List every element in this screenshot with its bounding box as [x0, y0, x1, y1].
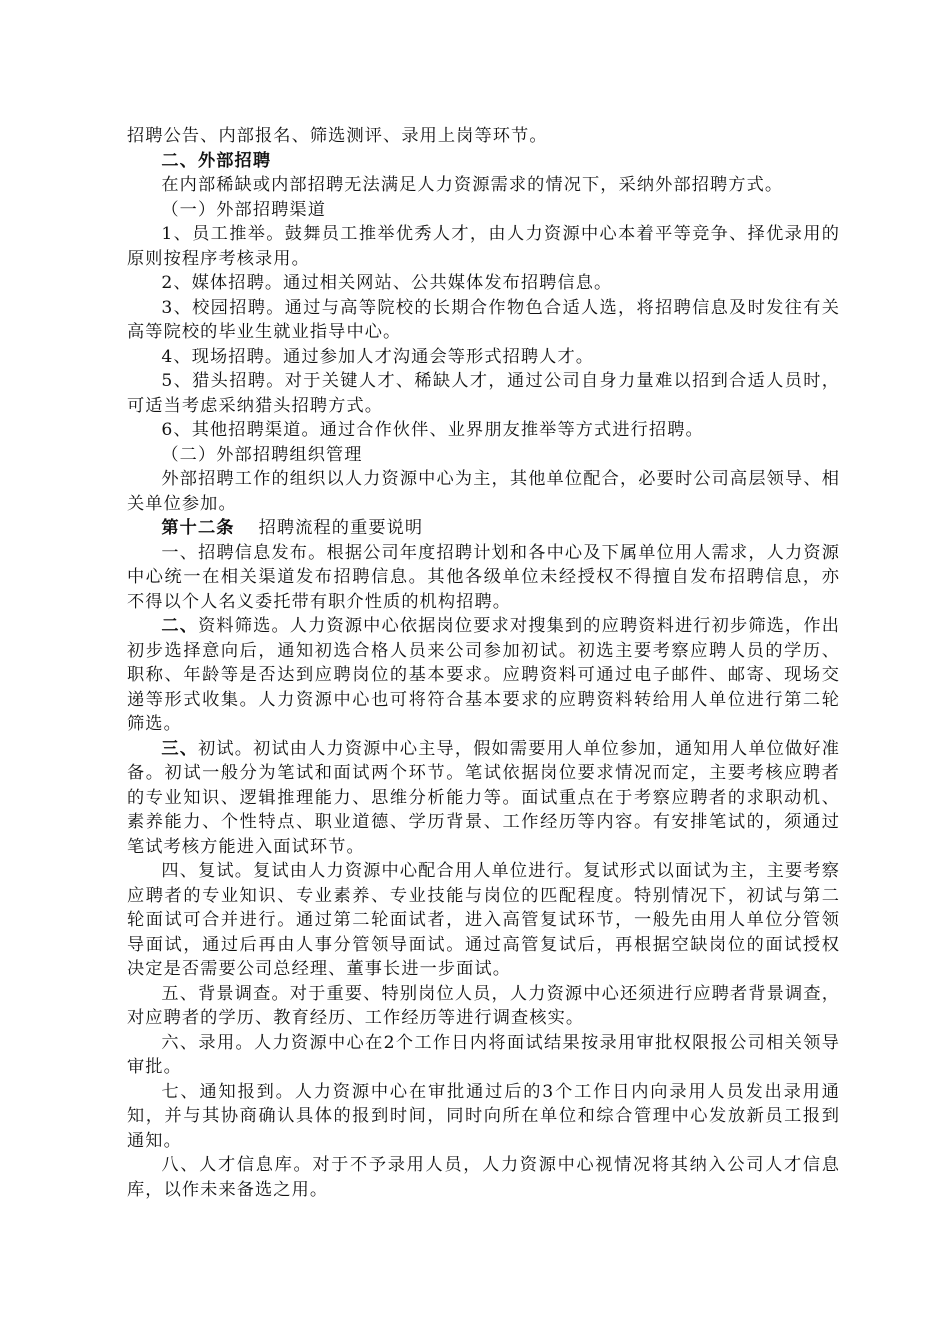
step-notification: 七、通知报到。人力资源中心在审批通过后的3个工作日内向录用人员发出录用通知，并与其协商确认具体的报到时间，同时向所在单位和综合管理中心发放新员工报到通知。	[127, 1081, 840, 1151]
paragraph-organization: 外部招聘工作的组织以人力资源中心为主，其他单位配合，必要时公司高层领导、相关单位参加。	[127, 469, 840, 514]
step-background-check: 五、背景调查。对于重要、特别岗位人员，人力资源中心还须进行应聘者背景调查，对应聘者的学历、教育经历、工作经历等进行调查核实。	[127, 983, 840, 1028]
step-screening-text: 资料筛选。人力资源中心依据岗位要求对搜集到的应聘资料进行初步筛选，作出初步选择意向后，通知初选合格人员来公司参加初试。初选主要考察应聘人员的学历、职称、年龄等是否达到应聘岗位的基本要求。应聘资料可通过电子邮件、邮寄、现场交递等形式收集。人力资源中心也可将符合基本要求的应聘资料转给用人单位进行第二轮筛选。	[127, 616, 840, 734]
article-title: 招聘流程的重要说明	[258, 518, 424, 538]
section-heading-external-recruitment: 二、外部招聘	[161, 150, 272, 171]
step-first-interview-number: 三、	[161, 738, 199, 759]
step-screening-number: 二、	[161, 616, 199, 636]
paragraph-external-intro: 在内部稀缺或内部招聘无法满足人力资源需求的情况下，采纳外部招聘方式。	[161, 175, 784, 195]
list-item-employee-referral: 1、员工推举。鼓舞员工推举优秀人才，由人力资源中心本着平等竞争、择优录用的原则按程序考核录用。	[127, 224, 840, 269]
step-info-release: 一、招聘信息发布。根据公司年度招聘计划和各中心及下属单位用人需求，人力资源中心统一在相关渠道发布招聘信息。其他各级单位未经授权不得擅自发布招聘信息，亦不得以个人名义委托带有职介性质的机构招聘。	[127, 542, 840, 612]
list-item-other-channels: 6、其他招聘渠道。通过合作伙伴、业界朋友推举等方式进行招聘。	[161, 420, 704, 440]
step-first-interview	[127, 737, 840, 860]
list-item-campus: 3、校园招聘。通过与高等院校的长期合作物色合适人选，将招聘信息及时发往有关高等院校的毕业生就业指导中心。	[127, 297, 840, 342]
list-item-headhunter: 5、猎头招聘。对于关键人才、稀缺人才，通过公司自身力量难以招到合适人员时，可适当考虑采纳猎头招聘方式。	[127, 371, 840, 416]
step-screening	[127, 614, 840, 737]
subsection-heading-channels: （一）外部招聘渠道	[161, 199, 326, 220]
article-heading	[127, 516, 840, 541]
step-talent-pool: 八、人才信息库。对于不予录用人员，人力资源中心视情况将其纳入公司人才信息库，以作未来备选之用。	[127, 1155, 840, 1200]
step-second-interview: 四、复试。复试由人力资源中心配合用人单位进行。复试形式以面试为主，主要考察应聘者的专业知识、专业素养、专业技能与岗位的匹配程度。特别情况下，初试与第二轮面试可合并进行。通过第二轮面试者，进入高管复试环节，一般先由用人单位分管领导面试，通过后再由人事分管领导面试。通过高管复试后，再根据空缺岗位的面试授权决定是否需要公司总经理、董事长进一步面试。	[127, 861, 840, 979]
article-number: 第十二条	[161, 518, 235, 538]
list-item-onsite: 4、现场招聘。通过参加人才沟通会等形式招聘人才。	[161, 346, 595, 367]
paragraph-continuation: 招聘公告、内部报名、筛选测评、录用上岗等环节。	[127, 126, 548, 146]
list-item-media: 2、媒体招聘。通过相关网站、公共媒体发布招聘信息。	[161, 273, 613, 293]
step-first-interview-text: 初试。初试由人力资源中心主导，假如需要用人单位参加，通知用人单位做好准备。初试一般分为笔试和面试两个环节。笔试依据岗位要求情况而定，主要考核应聘者的专业知识、逻辑推理能力、思维分析能力等。面试重点在于考察应聘者的求职动机、素养能力、个性特点、职业道德、学历背景、工作经历等内容。有安排笔试的，须通过笔试考核方能进入面试环节。	[127, 738, 840, 857]
document-page	[127, 124, 840, 1202]
step-hiring: 六、录用。人力资源中心在2个工作日内将面试结果按录用审批权限报公司相关领导审批。	[127, 1032, 840, 1077]
subsection-heading-organization: （二）外部招聘组织管理	[161, 444, 363, 465]
